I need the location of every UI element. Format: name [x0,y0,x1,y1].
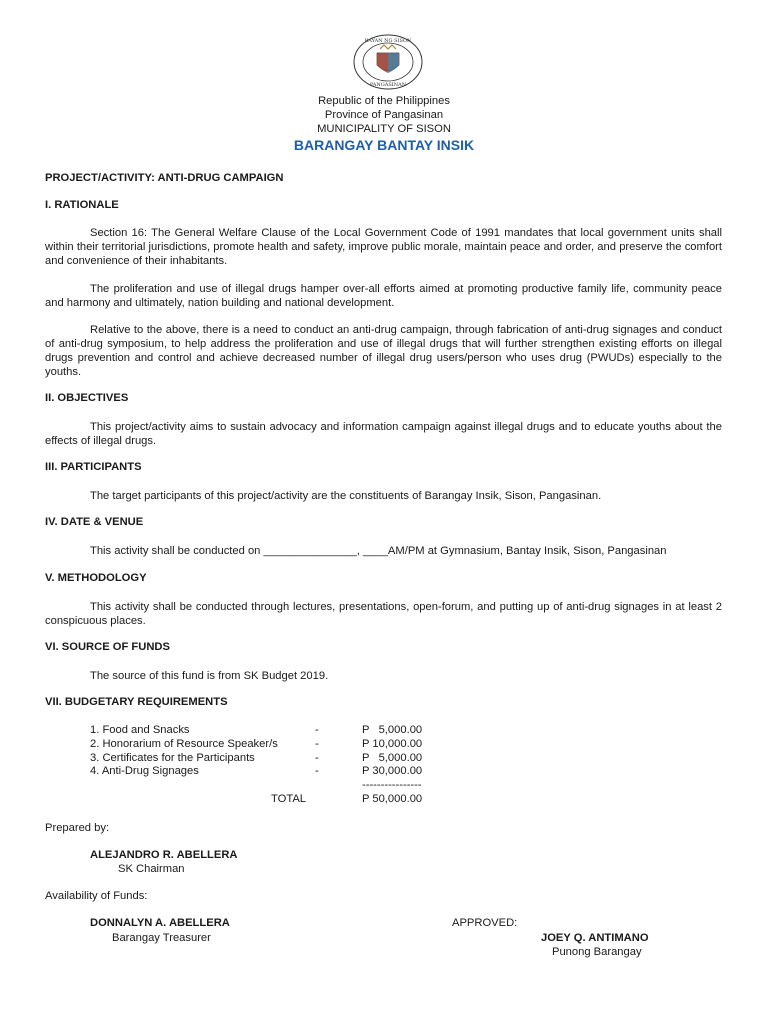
preparer-title: SK Chairman [118,863,185,875]
participants-paragraph: The target participants of this project/activity are the constituents of Barangay Insik, Sison, Pangasinan. [90,490,602,502]
header-province: Province of Pangasinan [324,109,444,121]
budget-total-label: TOTAL [271,793,307,805]
rationale-paragraph-2: The proliferation and use of illegal drugs hamper over-all efforts aimed at promoting productive family life, community peace and harmony and ultimately, nation building and national development. [45,283,722,309]
section-heading-methodology: V. METHODOLOGY [45,572,147,584]
budget-item-amount: P 5,000.00 [362,724,423,736]
budget-item-label: 2. Honorarium of Resource Speaker/s [90,738,278,750]
source-of-funds-paragraph: The source of this fund is from SK Budget 2019. [90,670,329,682]
svg-text:BAYAN NG SISON: BAYAN NG SISON [364,38,412,44]
budget-item-label: 3. Certificates for the Participants [90,752,255,764]
project-title: PROJECT/ACTIVITY: ANTI-DRUG CAMPAIGN [45,172,284,184]
rationale-paragraph-1: Section 16: The General Welfare Clause of the Local Government Code of 1991 mandates that local government units shall within their territorial jurisdictions, promote health and safety, improve public morale, maintain peace and order, and preserve the comfort and convenience of their inhabitants. [45,227,722,267]
availability-of-funds-label: Availability of Funds: [45,890,148,902]
budget-item-amount: P 5,000.00 [362,752,423,764]
approved-label: APPROVED: [452,917,518,929]
date-venue-paragraph: This activity shall be conducted on _______________, ____AM/PM at Gymnasium, Bantay Insik, Sison, Pangasinan [90,545,667,557]
section-heading-participants: III. PARTICIPANTS [45,461,142,473]
preparer-name: ALEJANDRO R. ABELLERA [90,849,238,861]
objectives-paragraph: This project/activity aims to sustain advocacy and information campaign against illegal drugs and to educate youths about the effects of illegal drugs. [45,421,722,447]
budget-item-dash: - [315,765,319,777]
treasurer-title: Barangay Treasurer [112,932,211,944]
treasurer-name: DONNALYN A. ABELLERA [90,917,230,929]
budget-item-amount: P 10,000.00 [362,738,423,750]
methodology-paragraph: This activity shall be conducted through lectures, presentations, open-forum, and putting up of anti-drug signages in at least 2 conspicuous places. [45,601,722,627]
section-heading-objectives: II. OBJECTIVES [45,392,129,404]
budget-item-label: 1. Food and Snacks [90,724,190,736]
municipal-seal-logo [351,33,425,91]
budget-item-amount: P 30,000.00 [362,765,423,777]
rationale-paragraph-3: Relative to the above, there is a need to conduct an anti-drug campaign, through fabrication of anti-drug signages and conduct of anti-drug symposium, to help address the proliferation and use of illegal drugs that will further strengthen existing efforts on illegal drugs prevention and control and achieve decreased number of illegal drug users/person who uses drug (PWUDs) especially to the youths. [45,324,722,378]
budget-item-dash: - [315,752,319,764]
svg-text:PANGASINAN: PANGASINAN [369,82,407,88]
budget-total-amount: P 50,000.00 [362,793,423,805]
section-heading-source-of-funds: VI. SOURCE OF FUNDS [45,641,170,653]
header-municipality: MUNICIPALITY OF SISON [317,123,451,135]
header-barangay: BARANGAY BANTAY INSIK [293,137,475,153]
budget-item-dash: - [315,724,319,736]
section-heading-rationale: I. RATIONALE [45,199,119,211]
budget-item-label: 4. Anti-Drug Signages [90,765,199,777]
section-heading-date-venue: IV. DATE & VENUE [45,516,144,528]
approver-name: JOEY Q. ANTIMANO [541,932,649,944]
approver-title: Punong Barangay [552,946,642,958]
budget-item-dash: - [315,738,319,750]
header-country: Republic of the Philippines [318,95,450,107]
section-heading-budget: VII. BUDGETARY REQUIREMENTS [45,696,228,708]
prepared-by-label: Prepared by: [45,822,110,834]
budget-separator: ---------------- [362,779,422,791]
